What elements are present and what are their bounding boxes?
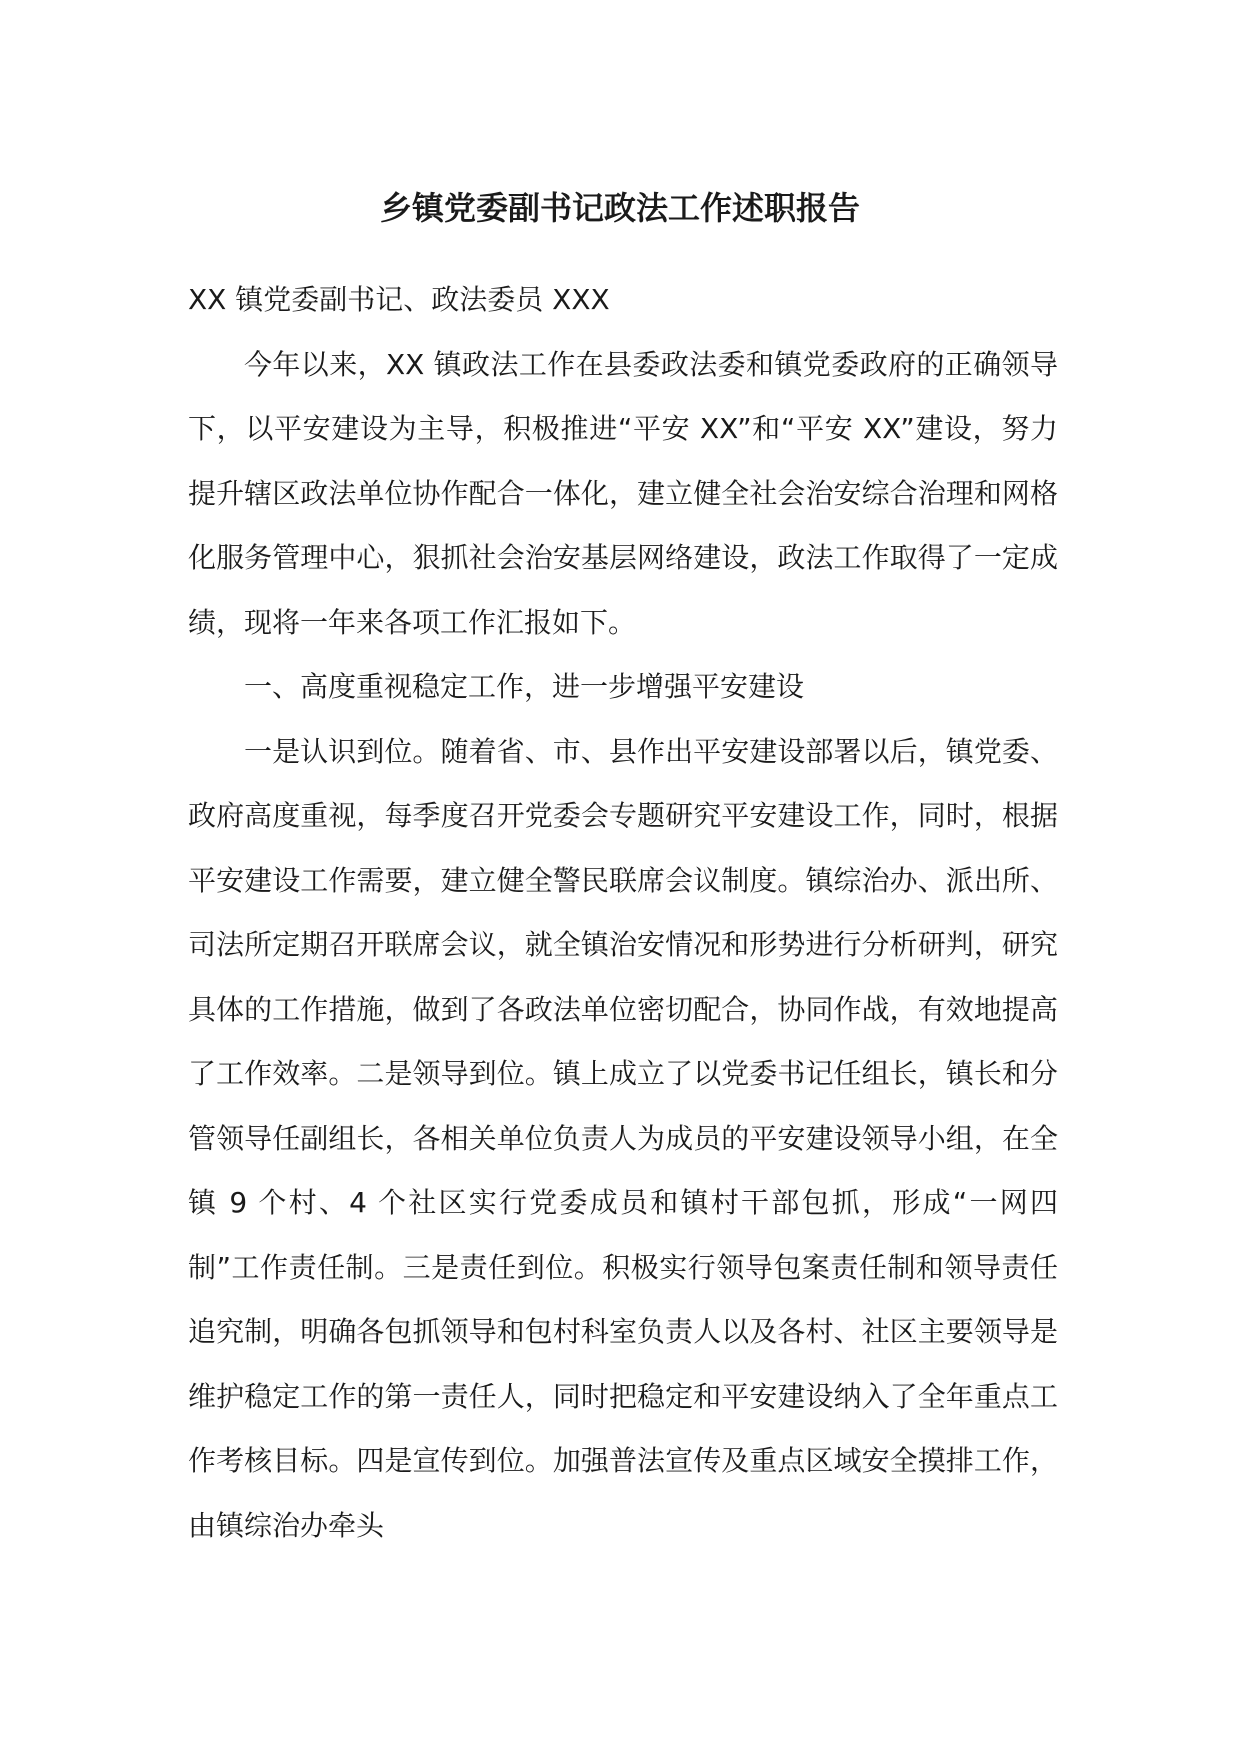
document-title: 乡镇党委副书记政法工作述职报告 (379, 189, 860, 227)
intro-paragraph: 今年以来，XX 镇政法工作在县委政法委和镇党委政府的正确领导下，以平安建设为主导，积极推进“平安 XX”和“平安 XX”建设，努力提升辖区政法单位协作配合一体化，建立健全社会治安综合治理和网格化服务管理中心，狠抓社会治安基层网络建设，政法工作取得了一定成绩，现将一年来各项工作汇报如下。 (188, 347, 1058, 639)
section-1-paragraph: 一是认识到位。随着省、市、县作出平安建设部署以后，镇党委、政府高度重视，每季度召开党委会专题研究平安建设工作，同时，根据平安建设工作需要，建立健全警民联席会议制度。镇综治办、派出所、司法所定期召开联席会议，就全镇治安情况和形势进行分析研判，研究具体的工作措施，做到了各政法单位密切配合，协同作战，有效地提高了工作效率。二是领导到位。镇上成立了以党委书记任组长，镇长和分管领导任副组长，各相关单位负责人为成员的平安建设领导小组，在全镇 9 个村、4 个社区实行党委成员和镇村干部包抓，形成“一网四制”工作责任制。三是责任到位。积极实行领导包案责任制和领导责任追究制，明确各包抓领导和包村科室负责人以及各村、社区主要领导是维护稳定工作的第一责任人，同时把稳定和平安建设纳入了全年重点工作考核目标。四是宣传到位。加强普法宣传及重点区域安全摸排工作，由镇综治办牵头 (188, 734, 1058, 1542)
author-line: XX 镇党委副书记、政法委员 XXX (188, 283, 610, 316)
section-heading-1: 一、高度重视稳定工作，进一步增强平安建设 (244, 670, 805, 703)
document-body (188, 268, 1058, 1558)
